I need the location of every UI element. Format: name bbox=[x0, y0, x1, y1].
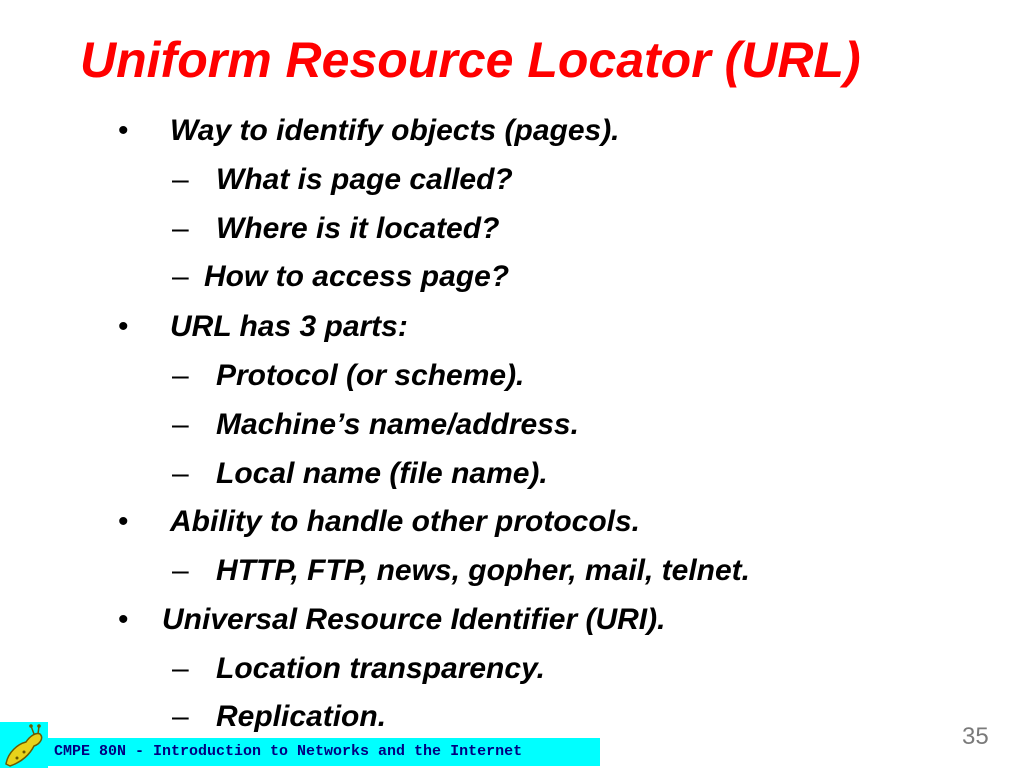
bullet-item: URL has 3 parts: bbox=[170, 310, 408, 343]
bullet-item: Universal Resource Identifier (URI). bbox=[162, 603, 666, 636]
dash-marker: – bbox=[172, 554, 189, 587]
dash-marker: – bbox=[172, 163, 189, 196]
sub-item: Location transparency. bbox=[216, 652, 545, 685]
sub-item: How to access page? bbox=[204, 260, 510, 293]
dash-marker: – bbox=[172, 260, 189, 293]
banana-slug-icon bbox=[0, 722, 48, 768]
bullet-item: Way to identify objects (pages). bbox=[170, 114, 620, 147]
dash-marker: – bbox=[172, 212, 189, 245]
sub-item: Where is it located? bbox=[216, 212, 500, 245]
bullet-marker: • bbox=[118, 310, 129, 343]
bullet-item: Ability to handle other protocols. bbox=[170, 505, 641, 538]
page-number: 35 bbox=[962, 723, 989, 750]
sub-item: Protocol (or scheme). bbox=[216, 359, 525, 392]
sub-item: HTTP, FTP, news, gopher, mail, telnet. bbox=[216, 554, 751, 587]
course-title: CMPE 80N - Introduction to Networks and the Internet bbox=[54, 743, 523, 760]
sub-item: What is page called? bbox=[216, 163, 513, 196]
slide-title: Uniform Resource Locator (URL) bbox=[80, 32, 861, 88]
sub-item: Local name (file name). bbox=[216, 457, 548, 490]
bullet-marker: • bbox=[118, 114, 129, 147]
dash-marker: – bbox=[172, 457, 189, 490]
footer-banner bbox=[48, 738, 600, 766]
dash-marker: – bbox=[172, 700, 189, 733]
dash-marker: – bbox=[172, 652, 189, 685]
bullet-marker: • bbox=[118, 505, 129, 538]
bullet-marker: • bbox=[118, 603, 129, 636]
sub-item: Machine’s name/address. bbox=[216, 408, 579, 441]
dash-marker: – bbox=[172, 408, 189, 441]
dash-marker: – bbox=[172, 359, 189, 392]
sub-item: Replication. bbox=[216, 700, 387, 733]
